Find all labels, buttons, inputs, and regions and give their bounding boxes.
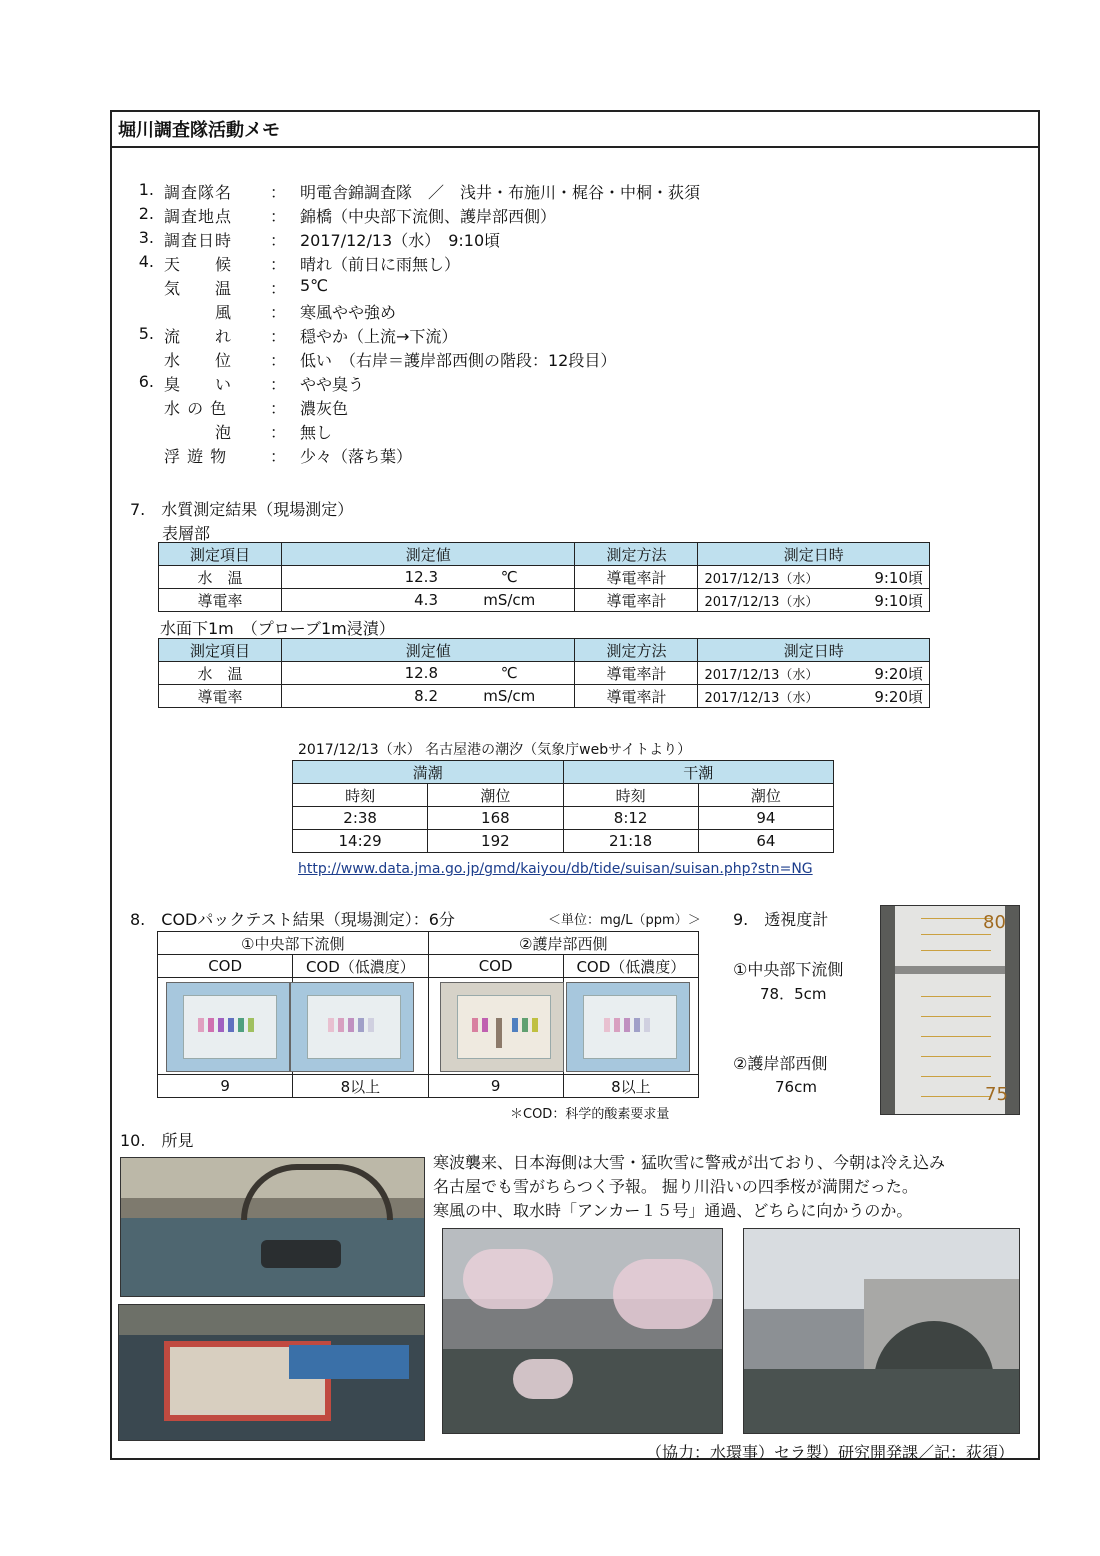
table-row <box>159 566 930 589</box>
low-tide-header: 干潮 <box>563 761 834 784</box>
cod-column: COD <box>158 955 293 978</box>
cod-result: 9 <box>428 1075 563 1098</box>
header-item: 測定項目 <box>159 543 282 566</box>
info-value: 晴れ（前日に雨無し） <box>300 255 461 274</box>
level-header: 潮位 <box>428 784 563 807</box>
surface-label: 表層部 <box>162 524 211 543</box>
unit-cell: ℃ <box>444 566 575 589</box>
surface-table <box>158 542 930 612</box>
unit-cell: ℃ <box>444 662 575 685</box>
info-label: 天 候 <box>164 255 233 274</box>
cod-column: COD <box>428 955 563 978</box>
table-row <box>159 589 930 612</box>
tide-cell: 64 <box>698 830 833 853</box>
value-cell: 8.2 <box>282 685 445 708</box>
item-cell: 水 温 <box>159 662 282 685</box>
tide-cell: 192 <box>428 830 563 853</box>
info-colon: ： <box>270 183 287 202</box>
method-cell: 導電率計 <box>575 589 698 612</box>
info-colon: ： <box>270 423 287 442</box>
info-colon: ： <box>270 255 287 274</box>
tide-cell: 14:29 <box>293 830 428 853</box>
info-value: 少々（落ち葉） <box>300 447 413 466</box>
info-value: 穏やか（上流→下流） <box>300 327 458 346</box>
info-value: 濃灰色 <box>300 399 349 418</box>
info-label: 浮 遊 物 <box>164 447 228 466</box>
header-value: 測定値 <box>282 543 575 566</box>
cod-low-column: COD（低濃度） <box>563 955 698 978</box>
info-colon: ： <box>270 375 287 394</box>
level-header: 潮位 <box>698 784 833 807</box>
depth-table <box>158 638 930 708</box>
header-date: 測定日時 <box>698 543 930 566</box>
info-colon: ： <box>270 351 287 370</box>
clarity-value2: 76cm <box>775 1078 817 1096</box>
info-colon: ： <box>270 399 287 418</box>
info-value: 寒風やや強め <box>300 303 397 322</box>
cod-heading: 8. CODパックテスト結果（現場測定）：6分 <box>130 910 455 929</box>
date-cell: 2017/12/13（水） <box>698 662 854 685</box>
table-row <box>159 685 930 708</box>
clarity-heading: 9. 透視度計 <box>733 910 829 929</box>
table-row <box>158 1075 699 1098</box>
info-label: 水 位 <box>164 351 233 370</box>
info-value: 2017/12/13（水） 9:10頃 <box>300 231 501 250</box>
time-cell: 9:10頃 <box>854 566 930 589</box>
header-method: 測定方法 <box>575 543 698 566</box>
info-number: 4. <box>138 252 154 271</box>
meter-scale-75: 75 <box>985 1084 1008 1105</box>
value-cell: 12.8 <box>282 662 445 685</box>
table-row <box>159 662 930 685</box>
high-tide-header: 満潮 <box>293 761 564 784</box>
depth-label: 水面下1m （プローブ1m浸漬） <box>160 619 395 638</box>
tide-caption: 2017/12/13（水） 名古屋港の潮汐（気象庁webサイトより） <box>298 742 692 758</box>
findings-line-2: 名古屋でも雪がちらつく予報。 掘り川沿いの四季桜が満開だった。 <box>433 1177 918 1196</box>
site2-header: ②護岸部西側 <box>428 932 699 955</box>
info-colon: ： <box>270 279 287 298</box>
tide-table <box>292 760 834 853</box>
info-label: 風 <box>164 303 233 322</box>
time-cell: 9:20頃 <box>854 685 930 708</box>
value-cell: 12.3 <box>282 566 445 589</box>
tide-cell: 8:12 <box>563 807 698 830</box>
findings-heading: 10. 所見 <box>120 1131 194 1150</box>
header-method: 測定方法 <box>575 639 698 662</box>
findings-line-3: 寒風の中、取水時「アンカー１５号」通過、どちらに向かうのか。 <box>433 1201 913 1220</box>
findings-line-1: 寒波襲来、日本海側は大雪・猛吹雪に警戒が出ており、今朝は冷え込み <box>433 1153 946 1172</box>
header-item: 測定項目 <box>159 639 282 662</box>
cod-low-column: COD（低濃度） <box>293 955 428 978</box>
tide-cell: 2:38 <box>293 807 428 830</box>
header-date: 測定日時 <box>698 639 930 662</box>
info-number: 6. <box>138 372 154 391</box>
cod-result: 8以上 <box>293 1075 428 1098</box>
cod-photo-4 <box>566 982 690 1072</box>
info-value: 5℃ <box>300 276 329 295</box>
nishiki-bridge-photo <box>743 1228 1020 1434</box>
clarity-site1: ①中央部下流側 <box>733 960 844 979</box>
unit-cell: mS/cm <box>444 589 575 612</box>
info-value: 錦橋（中央部下流側、護岸部西側） <box>300 207 557 226</box>
info-label: 流 れ <box>164 327 233 346</box>
info-value: 明電舎錦調査隊 ／ 浅井・布施川・梶谷・中桐・荻須 <box>300 183 701 202</box>
tide-cell: 21:18 <box>563 830 698 853</box>
barge-photo <box>118 1304 425 1441</box>
document-title: 堀川調査隊活動メモ <box>118 120 280 141</box>
footer-credit: （協力：水環事）セラ製）研究開発課／記：荻須） <box>646 1443 1015 1462</box>
header-value: 測定値 <box>282 639 575 662</box>
cod-photo-3 <box>440 982 564 1072</box>
info-label: 調査日時 <box>164 231 233 250</box>
info-number: 2. <box>138 204 154 223</box>
tide-cell: 94 <box>698 807 833 830</box>
time-cell: 9:10頃 <box>854 589 930 612</box>
meter-scale-80: 80 <box>983 912 1006 933</box>
info-colon: ： <box>270 303 287 322</box>
info-value: 無し <box>300 423 333 442</box>
cherry-blossom-photo <box>442 1228 723 1434</box>
info-label: 気 温 <box>164 279 233 298</box>
date-cell: 2017/12/13（水） <box>698 685 854 708</box>
clarity-meter-photo <box>880 905 1020 1115</box>
item-cell: 導電率 <box>159 685 282 708</box>
value-cell: 4.3 <box>282 589 445 612</box>
info-label: 調査隊名 <box>164 183 233 202</box>
river-boat-photo <box>120 1157 425 1297</box>
title-bar <box>110 110 1040 148</box>
method-cell: 導電率計 <box>575 685 698 708</box>
method-cell: 導電率計 <box>575 566 698 589</box>
info-value: やや臭う <box>300 375 365 394</box>
info-label: 水 の 色 <box>164 399 228 418</box>
site1-header: ①中央部下流側 <box>158 932 429 955</box>
info-value: 低い （右岸＝護岸部西側の階段：12段目） <box>300 351 617 370</box>
clarity-site2: ②護岸部西側 <box>733 1054 828 1073</box>
info-label: 泡 <box>164 423 233 442</box>
time-header: 時刻 <box>563 784 698 807</box>
cod-result: 9 <box>158 1075 293 1098</box>
cod-note: ＊COD：科学的酸素要求量 <box>510 1107 670 1122</box>
water-quality-heading: 7. 水質測定結果（現場測定） <box>130 500 354 519</box>
info-colon: ： <box>270 207 287 226</box>
time-header: 時刻 <box>293 784 428 807</box>
clarity-value1: 78．5cm <box>760 985 827 1003</box>
date-cell: 2017/12/13（水） <box>698 589 854 612</box>
table-row <box>293 807 834 830</box>
method-cell: 導電率計 <box>575 662 698 685</box>
info-number: 1. <box>138 180 154 199</box>
table-row <box>293 830 834 853</box>
item-cell: 水 温 <box>159 566 282 589</box>
info-number: 5. <box>138 324 154 343</box>
info-label: 調査地点 <box>164 207 233 226</box>
cod-unit: ＜単位：mg/L（ppm）＞ <box>548 913 701 928</box>
info-colon: ： <box>270 327 287 346</box>
cod-photo-2 <box>290 982 414 1072</box>
cod-photo-1 <box>166 982 290 1072</box>
info-number: 3. <box>138 228 154 247</box>
info-colon: ： <box>270 447 287 466</box>
jma-tide-link[interactable]: http://www.data.jma.go.jp/gmd/kaiyou/db/tide/suisan/suisan.php?stn=NG <box>298 861 813 877</box>
time-cell: 9:20頃 <box>854 662 930 685</box>
date-cell: 2017/12/13（水） <box>698 566 854 589</box>
info-colon: ： <box>270 231 287 250</box>
item-cell: 導電率 <box>159 589 282 612</box>
unit-cell: mS/cm <box>444 685 575 708</box>
tide-cell: 168 <box>428 807 563 830</box>
info-label: 臭 い <box>164 375 233 394</box>
cod-result: 8以上 <box>563 1075 698 1098</box>
